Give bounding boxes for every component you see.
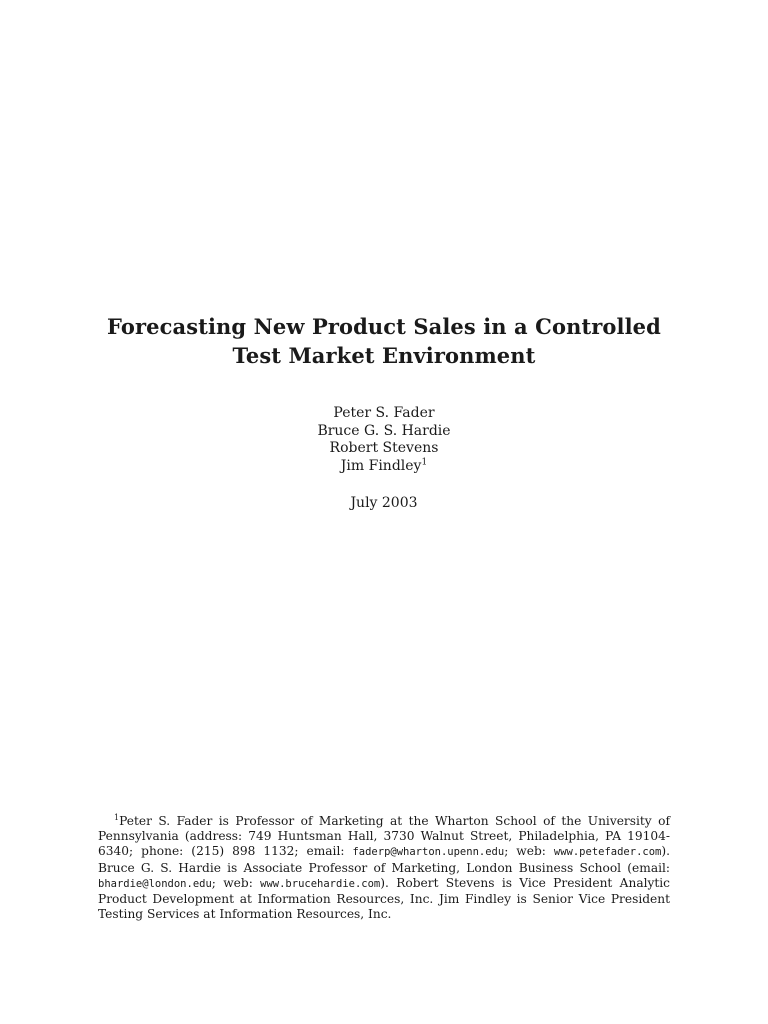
footnote-number: 1 (114, 812, 120, 822)
footnote-text: Peter S. Fader is Professor of Marketing at the Wharton School of the University of Pennsylvania (address: 749 Huntsman Hall, 3730 Walnut Street, Philadelphia, PA 19104-6340; phone: (215) 898 1132; email: (98, 814, 670, 859)
web-fader: www.petefader.com (553, 846, 662, 859)
author-name: Jim Findley (340, 457, 422, 474)
author-name: Peter S. Fader (333, 405, 435, 421)
footnote-text: ; web: (211, 875, 261, 890)
author-list (0, 405, 768, 475)
author-name-with-footnote (0, 458, 768, 476)
footnote-text: ; web: (504, 844, 554, 859)
author-footnote (98, 814, 670, 922)
publication-date: July 2003 (350, 495, 418, 511)
web-hardie: www.brucehardie.com (260, 877, 381, 890)
footnote-text: ). Robert Stevens is Vice President Analytic Product Development at Information Resources, Inc. Jim Findley is Senior Vice President Testing Services at Information Resources, Inc. (98, 875, 670, 922)
footnote-marker: 1 (421, 456, 428, 467)
author-name: Bruce G. S. Hardie (317, 422, 451, 439)
title-line-1: Forecasting New Product Sales in a Controlled (107, 314, 661, 339)
author-name: Robert Stevens (329, 440, 439, 456)
email-fader: faderp@wharton.upenn.edu (352, 846, 505, 859)
paper-title (0, 312, 768, 370)
email-hardie: bhardie@london.edu (98, 877, 212, 890)
footnote-text: ). Bruce G. S. Hardie is Associate Professor of Marketing, London Business School (email: (98, 844, 670, 875)
title-line-2: Test Market Environment (232, 343, 536, 368)
